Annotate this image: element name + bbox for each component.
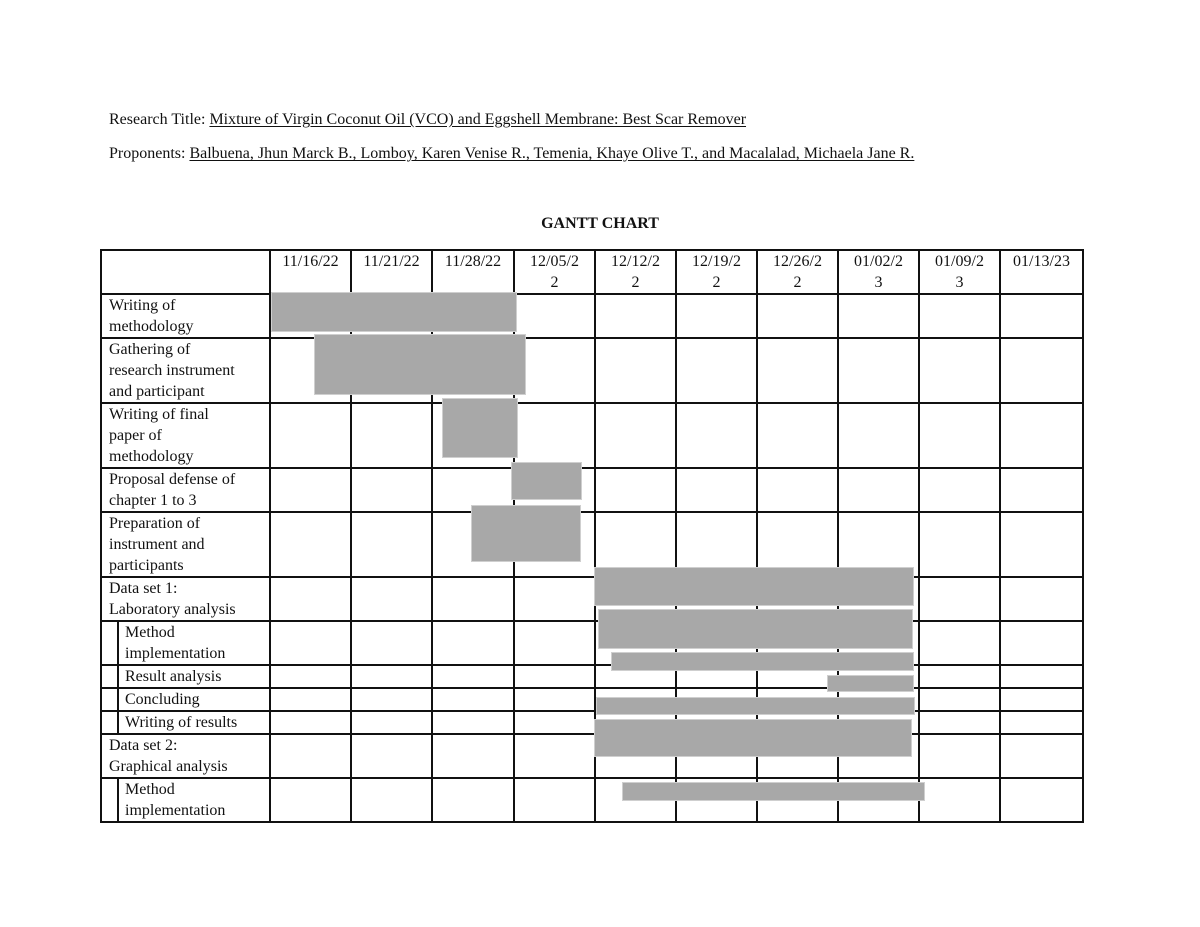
- task-label: [118, 665, 270, 688]
- task-row: [101, 468, 1083, 512]
- date-header-line: 01/13/23: [1013, 253, 1070, 270]
- timeline-cell: [595, 338, 676, 403]
- task-label: [101, 468, 270, 512]
- gantt-bar: [314, 334, 526, 395]
- timeline-cell: [676, 468, 757, 512]
- timeline-cell: [919, 338, 1000, 403]
- timeline-cell: [432, 734, 514, 778]
- task-label: [118, 621, 270, 665]
- timeline-cell: [514, 621, 595, 665]
- timeline-cell: [919, 665, 1000, 688]
- timeline-cell: [351, 403, 432, 468]
- task-label-line: methodology: [109, 448, 194, 465]
- timeline-cell: [514, 688, 595, 711]
- task-row: [101, 711, 1083, 734]
- indent-spacer: [101, 778, 118, 822]
- date-header-line: 3: [874, 274, 883, 291]
- corner-cell: [101, 250, 270, 294]
- timeline-cell: [676, 294, 757, 338]
- timeline-cell: [595, 403, 676, 468]
- timeline-cell: [432, 688, 514, 711]
- date-header-line: 12/05/2: [530, 253, 579, 270]
- timeline-cell: [351, 512, 432, 577]
- timeline-cell: [1000, 688, 1083, 711]
- timeline-cell: [432, 577, 514, 621]
- timeline-cell: [919, 468, 1000, 512]
- gantt-table: [100, 249, 1084, 823]
- gantt-bar: [511, 462, 582, 500]
- proponents-line: [109, 145, 914, 163]
- task-row: [101, 338, 1083, 403]
- task-row: [101, 665, 1083, 688]
- task-row: [101, 512, 1083, 577]
- timeline-cell: [432, 711, 514, 734]
- timeline-cell: [270, 688, 351, 711]
- timeline-cell: [1000, 577, 1083, 621]
- date-header: [432, 250, 514, 294]
- timeline-cell: [514, 665, 595, 688]
- timeline-cell: [838, 294, 919, 338]
- gantt-bar: [598, 609, 913, 649]
- timeline-cell: [919, 577, 1000, 621]
- task-label: [118, 711, 270, 734]
- timeline-cell: [351, 711, 432, 734]
- task-label: [101, 734, 270, 778]
- timeline-cell: [351, 468, 432, 512]
- task-label: [101, 577, 270, 621]
- timeline-cell: [1000, 621, 1083, 665]
- timeline-cell: [676, 403, 757, 468]
- timeline-cell: [1000, 403, 1083, 468]
- timeline-cell: [514, 338, 595, 403]
- timeline-cell: [351, 577, 432, 621]
- task-label-line: Writing of results: [125, 714, 238, 731]
- gantt-bar: [471, 505, 581, 562]
- timeline-cell: [351, 688, 432, 711]
- date-header-line: [271, 272, 350, 293]
- timeline-cell: [514, 577, 595, 621]
- date-header: [757, 250, 838, 294]
- timeline-cell: [1000, 512, 1083, 577]
- timeline-cell: [595, 294, 676, 338]
- date-header: [514, 250, 595, 294]
- task-label-line: and participant: [109, 383, 205, 400]
- task-label: [101, 338, 270, 403]
- task-label-line: participants: [109, 557, 184, 574]
- timeline-cell: [838, 468, 919, 512]
- proponents: Balbuena, Jhun Marck B., Lomboy, Karen Venise R., Temenia, Khaye Olive T., and Macalalad, Michaela Jane R.: [189, 145, 915, 162]
- timeline-cell: [1000, 468, 1083, 512]
- task-label-line: Data set 1:: [109, 580, 178, 597]
- date-header: [1000, 250, 1083, 294]
- date-header: [270, 250, 351, 294]
- task-label: [118, 688, 270, 711]
- gantt-bar: [611, 652, 914, 671]
- timeline-cell: [838, 338, 919, 403]
- timeline-cell: [270, 577, 351, 621]
- gantt-bar: [594, 567, 914, 606]
- task-label-line: Gathering of: [109, 341, 191, 358]
- timeline-cell: [1000, 338, 1083, 403]
- date-header: [595, 250, 676, 294]
- task-label-line: Preparation of: [109, 515, 201, 532]
- header-row: [101, 250, 1083, 294]
- date-header-line: 12/19/2: [692, 253, 741, 270]
- date-header: [919, 250, 1000, 294]
- timeline-cell: [514, 711, 595, 734]
- date-header-line: 2: [793, 274, 802, 291]
- timeline-cell: [270, 403, 351, 468]
- date-header-line: [1001, 272, 1082, 293]
- date-header-line: 12/12/2: [611, 253, 660, 270]
- timeline-cell: [1000, 711, 1083, 734]
- date-header-line: 3: [955, 274, 964, 291]
- timeline-cell: [757, 294, 838, 338]
- timeline-cell: [595, 468, 676, 512]
- research-title: Mixture of Virgin Coconut Oil (VCO) and Eggshell Membrane: Best Scar Remover: [209, 111, 747, 128]
- task-row: [101, 778, 1083, 822]
- timeline-cell: [676, 338, 757, 403]
- timeline-cell: [514, 403, 595, 468]
- task-label-line: methodology: [109, 318, 194, 335]
- timeline-cell: [838, 403, 919, 468]
- timeline-cell: [919, 778, 1000, 822]
- timeline-cell: [514, 778, 595, 822]
- indent-spacer: [101, 665, 118, 688]
- task-row: [101, 688, 1083, 711]
- timeline-cell: [919, 621, 1000, 665]
- task-label-line: Concluding: [125, 691, 200, 708]
- gantt-bar: [827, 675, 914, 692]
- task-label-line: Proposal defense of: [109, 471, 236, 488]
- task-label-line: Data set 2:: [109, 737, 178, 754]
- date-header-line: 11/21/22: [363, 253, 420, 270]
- date-header-line: 11/16/22: [282, 253, 339, 270]
- date-header-line: 01/02/2: [854, 253, 903, 270]
- task-label-line: Method: [125, 781, 175, 798]
- timeline-cell: [270, 621, 351, 665]
- gantt-bar: [594, 719, 912, 757]
- task-label-line: research instrument: [109, 362, 235, 379]
- timeline-cell: [1000, 778, 1083, 822]
- timeline-cell: [919, 711, 1000, 734]
- timeline-cell: [757, 338, 838, 403]
- timeline-cell: [351, 734, 432, 778]
- timeline-cell: [432, 621, 514, 665]
- task-label-line: Writing of final: [109, 406, 209, 423]
- date-header-line: 11/28/22: [444, 253, 502, 270]
- research-title-label: Research Title:: [109, 111, 210, 128]
- date-header-line: 01/09/2: [935, 253, 984, 270]
- timeline-cell: [919, 688, 1000, 711]
- date-header-line: 2: [550, 274, 559, 291]
- date-header-line: 12/26/2: [773, 253, 822, 270]
- timeline-cell: [351, 778, 432, 822]
- timeline-cell: [1000, 734, 1083, 778]
- timeline-cell: [757, 468, 838, 512]
- gantt-bar: [442, 398, 518, 458]
- timeline-cell: [919, 734, 1000, 778]
- task-label-line: implementation: [125, 645, 226, 662]
- timeline-cell: [351, 665, 432, 688]
- chart-title: GANTT CHART: [541, 215, 659, 232]
- task-label: [118, 778, 270, 822]
- task-label: [101, 512, 270, 577]
- timeline-cell: [757, 403, 838, 468]
- date-header: [351, 250, 432, 294]
- task-row: [101, 734, 1083, 778]
- timeline-cell: [432, 665, 514, 688]
- indent-spacer: [101, 711, 118, 734]
- task-row: [101, 294, 1083, 338]
- task-label-line: paper of: [109, 427, 162, 444]
- task-label-line: Laboratory analysis: [109, 601, 236, 618]
- task-label-line: Method: [125, 624, 175, 641]
- timeline-cell: [270, 711, 351, 734]
- timeline-cell: [270, 778, 351, 822]
- gantt-bar: [622, 782, 925, 801]
- timeline-cell: [270, 665, 351, 688]
- timeline-cell: [514, 734, 595, 778]
- timeline-cell: [270, 512, 351, 577]
- task-row: [101, 621, 1083, 665]
- task-label: [101, 294, 270, 338]
- indent-spacer: [101, 688, 118, 711]
- task-row: [101, 403, 1083, 468]
- timeline-cell: [270, 468, 351, 512]
- research-title-line: [109, 111, 746, 129]
- date-header: [838, 250, 919, 294]
- task-label-line: Writing of: [109, 297, 176, 314]
- task-row: [101, 577, 1083, 621]
- date-header: [676, 250, 757, 294]
- timeline-cell: [1000, 665, 1083, 688]
- date-header-line: [352, 272, 431, 293]
- timeline-cell: [351, 621, 432, 665]
- timeline-cell: [919, 403, 1000, 468]
- date-header-line: [433, 272, 513, 293]
- proponents-label: Proponents:: [109, 145, 190, 162]
- task-label-line: instrument and: [109, 536, 205, 553]
- task-label: [101, 403, 270, 468]
- timeline-cell: [432, 778, 514, 822]
- task-label-line: implementation: [125, 802, 226, 819]
- timeline-cell: [1000, 294, 1083, 338]
- task-label-line: chapter 1 to 3: [109, 492, 197, 509]
- timeline-cell: [270, 734, 351, 778]
- indent-spacer: [101, 621, 118, 665]
- gantt-bar: [596, 697, 915, 715]
- date-header-line: 2: [712, 274, 721, 291]
- timeline-cell: [514, 294, 595, 338]
- gantt-bar: [271, 292, 517, 332]
- task-label-line: Graphical analysis: [109, 758, 228, 775]
- timeline-cell: [919, 512, 1000, 577]
- date-header-line: 2: [631, 274, 640, 291]
- timeline-cell: [919, 294, 1000, 338]
- task-label-line: Result analysis: [125, 668, 222, 685]
